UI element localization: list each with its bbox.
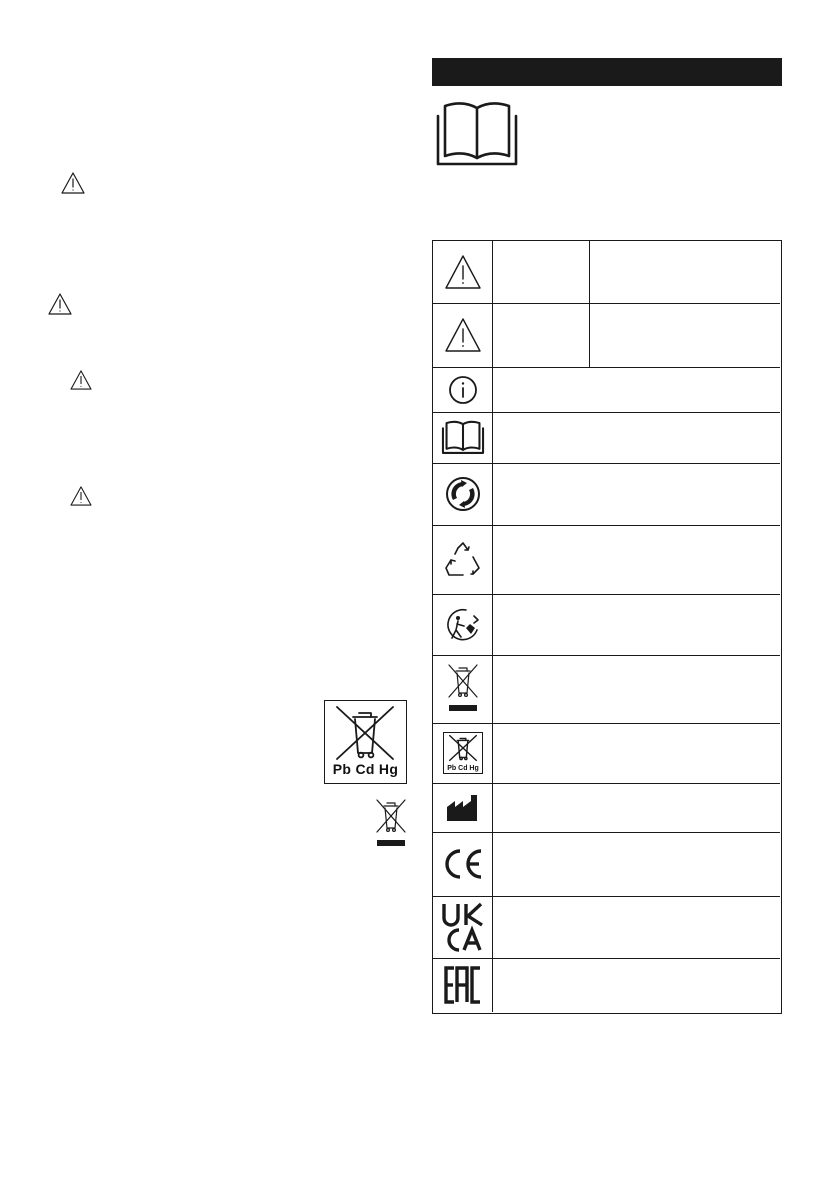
manual-book-icon [439,420,487,456]
section-header-title [432,64,440,80]
battery-bin-icon [443,732,483,774]
warning-triangle-icon [61,172,85,194]
triman-icon [444,606,482,644]
crossed-bin-icon [446,663,480,715]
table-row-warning-1 [433,241,493,303]
table-row-ukca [433,896,493,958]
table-row-warning-2 [433,303,493,367]
symbol-table [432,240,782,1014]
warning-triangle-icon [70,486,92,506]
table-row-battery-bin [433,723,493,783]
battery-chemicals-label: Pb Cd Hg [332,761,399,777]
ce-mark-icon [441,848,485,880]
table-row-recycle [433,525,493,594]
green-dot-icon [445,476,481,512]
table-row-ce [433,832,493,896]
table-row-triman [433,594,493,655]
recycle-icon [443,540,483,580]
table-row-green-dot [433,463,493,525]
ukca-mark-icon [441,902,485,952]
warning-triangle-icon [444,317,482,353]
crossed-bin-icon [374,798,408,850]
table-row-crossed-bin [433,655,493,723]
info-icon [448,375,478,405]
battery-disposal-mark [324,700,407,784]
table-row-eac [433,958,493,1012]
manufacturer-icon [445,793,481,823]
section-header-bar [432,58,782,86]
read-manual-icon [432,100,522,170]
table-row-manual [433,412,493,463]
battery-bin-chemicals: Pb Cd Hg [447,765,479,772]
warning-triangle-icon [70,370,92,390]
eac-mark-icon [443,965,483,1005]
warning-triangle-icon [444,254,482,290]
warning-triangle-icon [48,293,72,315]
table-row-info [433,367,493,412]
table-row-manufacturer [433,783,493,832]
